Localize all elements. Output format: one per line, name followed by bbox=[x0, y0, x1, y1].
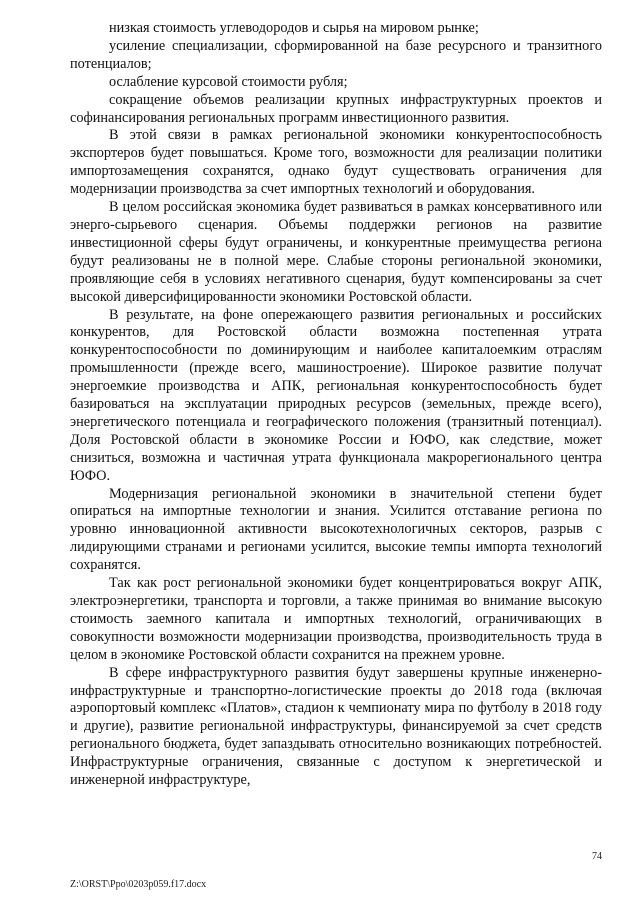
list-item: усиление специализации, сформированной на базе ресурсного и транзитного потенциалов; bbox=[70, 37, 602, 72]
page-number: 74 bbox=[592, 851, 602, 862]
paragraph: В результате, на фоне опережающего развития региональных и российских конкурентов, для Ростовской области возможна постепенная утрата конкурентоспособности по доминирующим и наиболее капиталоемким отраслям промышленности (прежде всего, машиностроение). Широкое развитие получат энергоемкие производства и АПК, региональная конкурентоспособность будет базироваться на эксплуатации природных ресурсов (земельных, прежде всего), энергетического потенциала и географического положения (транзитный потенциал). Доля Ростовской области в экономике России и ЮФО, как следствие, может снизиться, возможна и частичная утрата функционала макрорегионального центра ЮФО. bbox=[70, 306, 602, 484]
paragraph: Модернизация региональной экономики в значительной степени будет опираться на импортные технологии и знания. Усилится отставание региона по уровню инновационной активности высокотехнологичных секторов, разрыв с лидирующими странами и регионами усилится, высокие темпы импорта технологий сохранятся. bbox=[70, 485, 602, 574]
paragraph: В этой связи в рамках региональной экономики конкурентоспособность экспортеров будет повышаться. Кроме того, возможности для реализации политики импортозамещения сохранятся, однако будут существовать ограничения для модернизации производства за счет импортных технологий и оборудования. bbox=[70, 127, 602, 198]
paragraph: Так как рост региональной экономики будет концентрироваться вокруг АПК, электроэнергетики, транспорта и торговли, а также принимая во внимание высокую стоимость заемного капитала и импортных технологий, ограничивающих в совокупности возможности модернизации производства, производительность труда в целом в экономике Ростовской области сохранится на прежнем уровне. bbox=[70, 575, 602, 663]
document-body bbox=[70, 20, 602, 790]
paragraph: В сфере инфраструктурного развития будут завершены крупные инженерно-инфраструктурные и транспортно-логистические проекты до 2018 года (включая аэропортовый комплекс «Платов», стадион к чемпионату мира по футболу в 2018 году и другие), развитие региональной инфраструктуры, финансируемой за счет средств регионального бюджета, будет запаздывать относительно возникающих потребностей. Инфраструктурные ограничения, связанные с доступом к энергетической и инженерной инфраструктуре, bbox=[70, 664, 602, 789]
list-item: низкая стоимость углеводородов и сырья на мировом рынке; bbox=[109, 20, 479, 36]
paragraph: В целом российская экономика будет развиваться в рамках консервативного или энерго-сырьевого сценария. Объемы поддержки регионов на развитие инвестиционной сферы будут ограничены, и конкурентные преимущества региона будут реализованы не в полной мере. Слабые стороны региональной экономики, проявляющие себя в условиях негативного сценария, будут компенсированы за счет высокой диверсифицированности экономики Ростовской области. bbox=[70, 199, 602, 305]
file-path: Z:\ORST\Ppo\0203p059.f17.docx bbox=[70, 879, 207, 890]
list-item: сокращение объемов реализации крупных инфраструктурных проектов и софинансирования региональных программ инвестиционного развития. bbox=[70, 91, 602, 126]
list-item: ослабление курсовой стоимости рубля; bbox=[109, 73, 348, 90]
